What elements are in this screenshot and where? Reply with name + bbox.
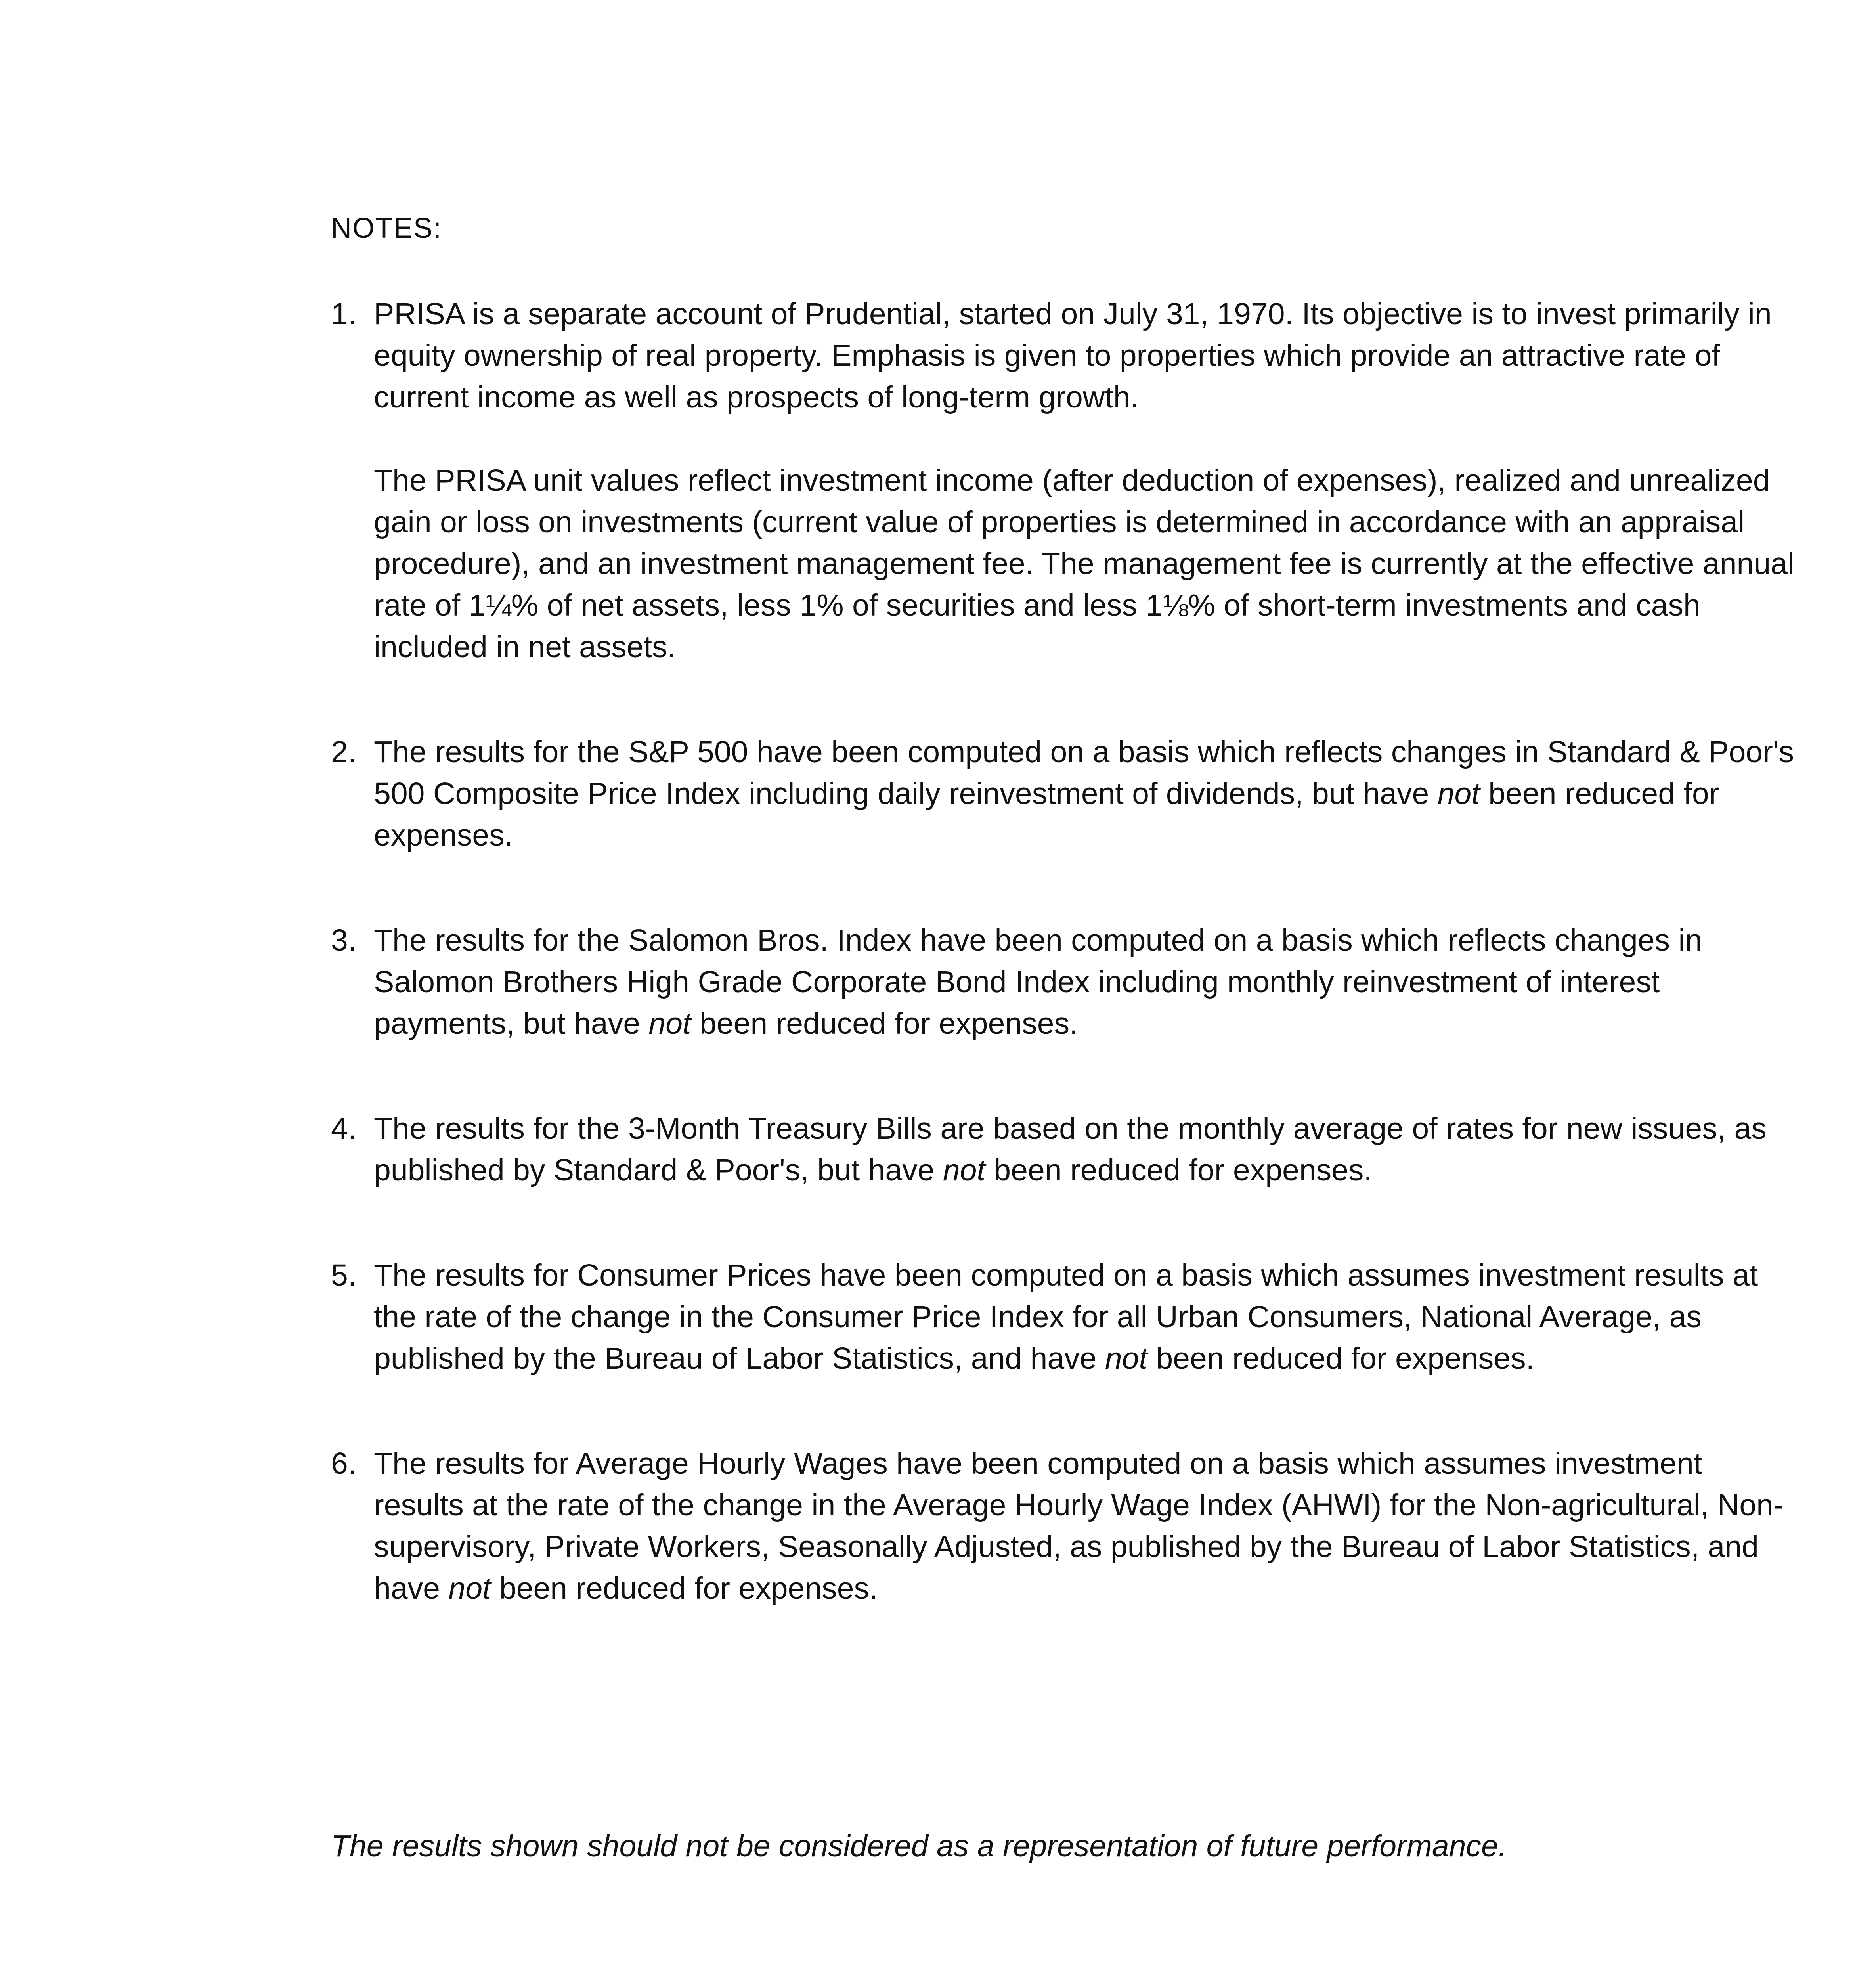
note-number: 3. — [331, 923, 357, 957]
note-5 — [331, 1255, 1798, 1379]
note-number: 6. — [331, 1446, 357, 1481]
note-2 — [331, 731, 1798, 856]
note-3 — [331, 920, 1798, 1045]
emphasis-not: not — [1437, 777, 1480, 811]
notes-heading: NOTES: — [331, 212, 442, 244]
note-6-text — [374, 1443, 1798, 1609]
note-text: The results for Consumer Prices have been computed on a basis which assumes investment results at the rate of the change in the Consumer Price Index for all Urban Consumers, National Average, as published by the Bureau of Labor Statistics, and have — [374, 1258, 1758, 1376]
note-4 — [331, 1108, 1798, 1191]
note-text: The results for Average Hourly Wages have been computed on a basis which assumes investment results at the rate of the change in the Average Hourly Wage Index (AHWI) for the Non-agricultural, Non-supervisory, Private Workers, Seasonally Adjusted, as published by the Bureau of Labor Statistics, and have — [374, 1446, 1784, 1605]
note-text: been reduced for expenses. — [1147, 1341, 1534, 1376]
note-number: 1. — [331, 297, 357, 331]
notes-list — [331, 293, 1798, 1673]
note-text: been reduced for expenses. — [374, 777, 1719, 852]
note-4-text — [374, 1108, 1798, 1191]
note-6 — [331, 1443, 1798, 1609]
note-number: 4. — [331, 1112, 357, 1146]
performance-disclaimer: The results shown should not be considered as a representation of future performance. — [331, 1829, 1507, 1863]
emphasis-not: not — [1105, 1341, 1147, 1376]
note-text: The results for the S&P 500 have been computed on a basis which reflects changes in Standard & Poor's 500 Composite Price Index including daily reinvestment of dividends, but have — [374, 735, 1794, 811]
note-text: been reduced for expenses. — [491, 1571, 878, 1605]
note-text: The results for the 3-Month Treasury Bills are based on the monthly average of rates for new issues, as published by Standard & Poor's, but have — [374, 1112, 1767, 1187]
note-3-text — [374, 920, 1798, 1045]
note-text: been reduced for expenses. — [691, 1006, 1078, 1041]
emphasis-not: not — [448, 1571, 491, 1605]
emphasis-not: not — [648, 1006, 691, 1041]
note-text: The results for the Salomon Bros. Index have been computed on a basis which reflects changes in Salomon Brothers High Grade Corporate Bond Index including monthly reinvestment of interest payments, but have — [374, 923, 1702, 1041]
note-1-paragraph-1: PRISA is a separate account of Prudential, started on July 31, 1970. Its objective is to invest primarily in equity ownership of real property. Emphasis is given to properties which provide an attractive rate of current income as well as prospects of long-term growth. — [374, 297, 1772, 414]
note-number: 5. — [331, 1258, 357, 1292]
emphasis-not: not — [943, 1153, 985, 1187]
note-1-paragraph-2: The PRISA unit values reflect investment income (after deduction of expenses), realized and unrealized gain or loss on investments (current value of properties is determined in accordance with an appraisal procedure), and an investment management fee. The management fee is currently at the effective annual rate of 1¼% of net assets, less 1% of securities and less 1⅛% of short-term investments and cash included in net assets. — [374, 463, 1795, 664]
note-text: been reduced for expenses. — [985, 1153, 1372, 1187]
note-number: 2. — [331, 735, 357, 769]
note-1 — [331, 293, 1798, 668]
note-5-text — [374, 1255, 1798, 1379]
note-2-text — [374, 731, 1798, 856]
